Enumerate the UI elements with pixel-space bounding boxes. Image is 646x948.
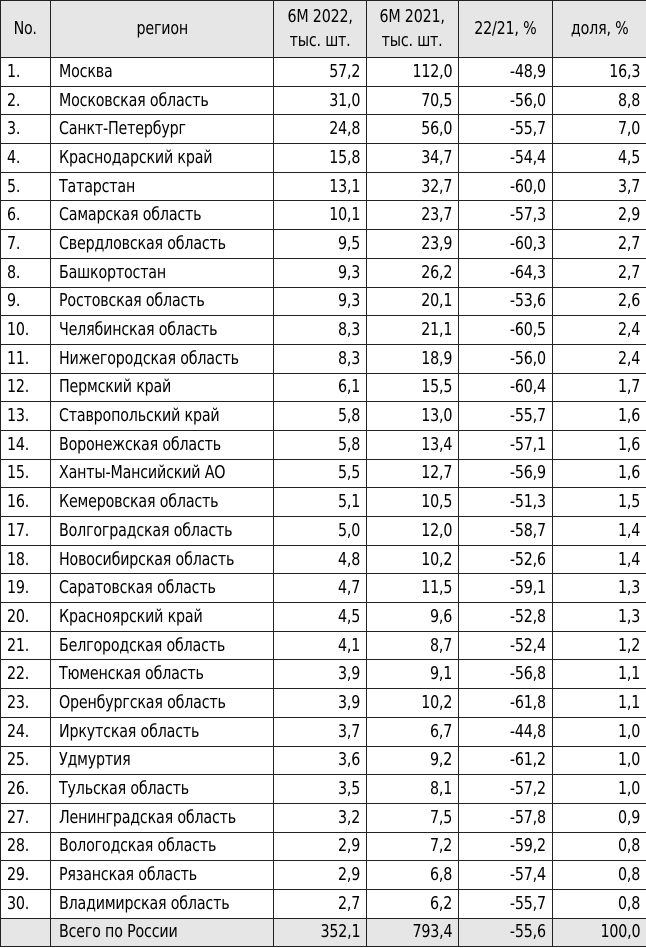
change-percent: -57,2 <box>459 775 553 804</box>
value-6m-2021: 112,0 <box>367 58 459 87</box>
table-row <box>1 373 646 402</box>
change-percent: -56,8 <box>459 660 553 689</box>
value-6m-2021: 7,2 <box>367 832 459 861</box>
row-number: 30. <box>1 889 51 918</box>
change-percent: -57,4 <box>459 861 553 890</box>
row-number: 19. <box>1 574 51 603</box>
change-percent: -52,4 <box>459 631 553 660</box>
table-row <box>1 316 646 345</box>
value-6m-2022: 5,0 <box>274 517 367 546</box>
value-6m-2021: 70,5 <box>367 86 459 115</box>
table-row <box>1 775 646 804</box>
share-percent: 0,8 <box>553 889 646 918</box>
share-percent: 1,6 <box>553 459 646 488</box>
value-6m-2022: 15,8 <box>274 144 367 173</box>
value-6m-2022: 8,3 <box>274 316 367 345</box>
region-name: Самарская область <box>51 201 274 230</box>
share-percent: 0,8 <box>553 832 646 861</box>
table-row <box>1 832 646 861</box>
region-name: Челябинская область <box>51 316 274 345</box>
share-percent: 0,9 <box>553 803 646 832</box>
header-6m-2022-line2: тыс. шт. <box>289 30 351 51</box>
share-percent: 1,0 <box>553 717 646 746</box>
row-number: 12. <box>1 373 51 402</box>
table-row <box>1 517 646 546</box>
share-percent: 1,0 <box>553 775 646 804</box>
value-6m-2022: 13,1 <box>274 172 367 201</box>
value-6m-2021: 8,1 <box>367 775 459 804</box>
value-6m-2022: 2,9 <box>274 832 367 861</box>
table-row <box>1 803 646 832</box>
value-6m-2022: 5,8 <box>274 430 367 459</box>
value-6m-2021: 15,5 <box>367 373 459 402</box>
value-6m-2021: 32,7 <box>367 172 459 201</box>
table-row <box>1 344 646 373</box>
value-6m-2021: 21,1 <box>367 316 459 345</box>
share-percent: 2,7 <box>553 258 646 287</box>
share-percent: 1,2 <box>553 631 646 660</box>
region-name: Ростовская область <box>51 287 274 316</box>
region-name: Татарстан <box>51 172 274 201</box>
change-percent: -53,6 <box>459 287 553 316</box>
row-number <box>1 918 51 947</box>
row-number: 7. <box>1 230 51 259</box>
region-name: Саратовская область <box>51 574 274 603</box>
share-percent: 3,7 <box>553 172 646 201</box>
row-number: 21. <box>1 631 51 660</box>
region-name: Оренбургская область <box>51 689 274 718</box>
share-percent: 2,6 <box>553 287 646 316</box>
row-number: 8. <box>1 258 51 287</box>
value-6m-2022: 4,1 <box>274 631 367 660</box>
row-number: 24. <box>1 717 51 746</box>
share-percent: 1,6 <box>553 402 646 431</box>
value-6m-2021: 6,8 <box>367 861 459 890</box>
share-percent: 1,3 <box>553 603 646 632</box>
share-percent: 2,4 <box>553 316 646 345</box>
region-name: Рязанская область <box>51 861 274 890</box>
table-row <box>1 459 646 488</box>
region-name: Санкт-Петербург <box>51 115 274 144</box>
value-6m-2022: 24,8 <box>274 115 367 144</box>
table-row <box>1 689 646 718</box>
table-body <box>1 58 646 947</box>
share-percent: 1,1 <box>553 660 646 689</box>
table-header <box>1 1 646 58</box>
share-percent: 1,4 <box>553 517 646 546</box>
row-number: 18. <box>1 545 51 574</box>
region-name: Краснодарский край <box>51 144 274 173</box>
value-6m-2021: 12,7 <box>367 459 459 488</box>
value-6m-2022: 3,6 <box>274 746 367 775</box>
table-row <box>1 746 646 775</box>
value-6m-2022: 4,8 <box>274 545 367 574</box>
share-percent: 2,9 <box>553 201 646 230</box>
region-name: Пермский край <box>51 373 274 402</box>
region-name: Москва <box>51 58 274 87</box>
row-number: 4. <box>1 144 51 173</box>
row-number: 22. <box>1 660 51 689</box>
region-name: Ленинградская область <box>51 803 274 832</box>
value-6m-2021: 7,5 <box>367 803 459 832</box>
region-name: Башкортостан <box>51 258 274 287</box>
value-6m-2022: 5,5 <box>274 459 367 488</box>
change-percent: -55,7 <box>459 115 553 144</box>
value-6m-2021: 6,7 <box>367 717 459 746</box>
table-row <box>1 603 646 632</box>
value-6m-2022: 57,2 <box>274 58 367 87</box>
region-name: Тульская область <box>51 775 274 804</box>
value-6m-2022: 6,1 <box>274 373 367 402</box>
region-name: Владимирская область <box>51 889 274 918</box>
value-6m-2022: 3,9 <box>274 660 367 689</box>
total-row <box>1 918 646 947</box>
region-name: Волгоградская область <box>51 517 274 546</box>
value-6m-2021: 18,9 <box>367 344 459 373</box>
share-percent: 1,0 <box>553 746 646 775</box>
header-row <box>1 1 646 58</box>
value-6m-2021: 34,7 <box>367 144 459 173</box>
change-percent: -56,9 <box>459 459 553 488</box>
value-6m-2021: 10,2 <box>367 545 459 574</box>
share-percent: 8,8 <box>553 86 646 115</box>
value-6m-2021: 10,2 <box>367 689 459 718</box>
header-6m-2021-line2: тыс. шт. <box>382 30 443 51</box>
share-percent: 2,7 <box>553 230 646 259</box>
value-6m-2022: 2,9 <box>274 861 367 890</box>
header-no: No. <box>1 1 51 58</box>
region-name: Удмуртия <box>51 746 274 775</box>
row-number: 25. <box>1 746 51 775</box>
change-percent: -59,1 <box>459 574 553 603</box>
table-row <box>1 230 646 259</box>
share-percent: 7,0 <box>553 115 646 144</box>
table-row <box>1 660 646 689</box>
value-6m-2022: 5,1 <box>274 488 367 517</box>
value-6m-2021: 26,2 <box>367 258 459 287</box>
change-percent: -55,7 <box>459 889 553 918</box>
change-percent: -55,6 <box>459 918 553 947</box>
table-row <box>1 58 646 87</box>
change-percent: -60,5 <box>459 316 553 345</box>
table-row <box>1 717 646 746</box>
row-number: 9. <box>1 287 51 316</box>
region-name: Тюменская область <box>51 660 274 689</box>
table-row <box>1 889 646 918</box>
row-number: 29. <box>1 861 51 890</box>
region-name: Вологодская область <box>51 832 274 861</box>
row-number: 14. <box>1 430 51 459</box>
change-percent: -60,3 <box>459 230 553 259</box>
change-percent: -48,9 <box>459 58 553 87</box>
table-row <box>1 574 646 603</box>
value-6m-2022: 3,7 <box>274 717 367 746</box>
share-percent: 1,3 <box>553 574 646 603</box>
value-6m-2021: 793,4 <box>367 918 459 947</box>
value-6m-2021: 10,5 <box>367 488 459 517</box>
row-number: 17. <box>1 517 51 546</box>
value-6m-2021: 12,0 <box>367 517 459 546</box>
table-row <box>1 201 646 230</box>
change-percent: -57,1 <box>459 430 553 459</box>
value-6m-2021: 20,1 <box>367 287 459 316</box>
table-row <box>1 861 646 890</box>
row-number: 20. <box>1 603 51 632</box>
value-6m-2021: 6,2 <box>367 889 459 918</box>
share-percent: 100,0 <box>553 918 646 947</box>
table-row <box>1 402 646 431</box>
share-percent: 0,8 <box>553 861 646 890</box>
value-6m-2022: 5,8 <box>274 402 367 431</box>
change-percent: -64,3 <box>459 258 553 287</box>
region-name: Московская область <box>51 86 274 115</box>
change-percent: -60,0 <box>459 172 553 201</box>
change-percent: -56,0 <box>459 86 553 115</box>
share-percent: 1,4 <box>553 545 646 574</box>
share-percent: 2,4 <box>553 344 646 373</box>
region-name: Кемеровская область <box>51 488 274 517</box>
change-percent: -60,4 <box>459 373 553 402</box>
row-number: 16. <box>1 488 51 517</box>
change-percent: -51,3 <box>459 488 553 517</box>
header-6m-2021-line1: 6M 2021, <box>379 6 446 27</box>
value-6m-2022: 3,5 <box>274 775 367 804</box>
value-6m-2021: 56,0 <box>367 115 459 144</box>
change-percent: -56,0 <box>459 344 553 373</box>
value-6m-2021: 13,0 <box>367 402 459 431</box>
table-row <box>1 172 646 201</box>
value-6m-2022: 9,5 <box>274 230 367 259</box>
header-6m-2021 <box>367 1 459 58</box>
value-6m-2022: 31,0 <box>274 86 367 115</box>
row-number: 2. <box>1 86 51 115</box>
header-change: 22/21, % <box>459 1 553 58</box>
table-row <box>1 258 646 287</box>
value-6m-2021: 9,6 <box>367 603 459 632</box>
region-name: Свердловская область <box>51 230 274 259</box>
change-percent: -61,2 <box>459 746 553 775</box>
header-6m-2022 <box>274 1 367 58</box>
change-percent: -52,6 <box>459 545 553 574</box>
header-share: доля, % <box>553 1 646 58</box>
share-percent: 1,7 <box>553 373 646 402</box>
table-row <box>1 287 646 316</box>
row-number: 1. <box>1 58 51 87</box>
value-6m-2021: 8,7 <box>367 631 459 660</box>
value-6m-2022: 2,7 <box>274 889 367 918</box>
header-region: регион <box>51 1 274 58</box>
value-6m-2022: 9,3 <box>274 287 367 316</box>
share-percent: 16,3 <box>553 58 646 87</box>
region-name: Иркутская область <box>51 717 274 746</box>
value-6m-2021: 9,2 <box>367 746 459 775</box>
region-name: Ставропольский край <box>51 402 274 431</box>
header-6m-2022-line1: 6M 2022, <box>287 6 353 27</box>
row-number: 13. <box>1 402 51 431</box>
row-number: 15. <box>1 459 51 488</box>
row-number: 23. <box>1 689 51 718</box>
value-6m-2021: 23,7 <box>367 201 459 230</box>
value-6m-2022: 3,9 <box>274 689 367 718</box>
change-percent: -57,8 <box>459 803 553 832</box>
row-number: 6. <box>1 201 51 230</box>
share-percent: 1,1 <box>553 689 646 718</box>
change-percent: -55,7 <box>459 402 553 431</box>
row-number: 3. <box>1 115 51 144</box>
region-name: Воронежская область <box>51 430 274 459</box>
change-percent: -59,2 <box>459 832 553 861</box>
value-6m-2021: 9,1 <box>367 660 459 689</box>
table-row <box>1 430 646 459</box>
share-percent: 1,5 <box>553 488 646 517</box>
change-percent: -61,8 <box>459 689 553 718</box>
value-6m-2022: 8,3 <box>274 344 367 373</box>
change-percent: -44,8 <box>459 717 553 746</box>
table-row <box>1 545 646 574</box>
value-6m-2022: 4,5 <box>274 603 367 632</box>
value-6m-2022: 10,1 <box>274 201 367 230</box>
table-row <box>1 144 646 173</box>
change-percent: -54,4 <box>459 144 553 173</box>
value-6m-2021: 13,4 <box>367 430 459 459</box>
share-percent: 1,6 <box>553 430 646 459</box>
table-row <box>1 86 646 115</box>
region-name: Ханты-Мансийский АО <box>51 459 274 488</box>
value-6m-2022: 352,1 <box>274 918 367 947</box>
row-number: 27. <box>1 803 51 832</box>
table-row <box>1 115 646 144</box>
row-number: 26. <box>1 775 51 804</box>
region-name: Красноярский край <box>51 603 274 632</box>
row-number: 11. <box>1 344 51 373</box>
change-percent: -52,8 <box>459 603 553 632</box>
value-6m-2021: 23,9 <box>367 230 459 259</box>
row-number: 5. <box>1 172 51 201</box>
region-name: Новосибирская область <box>51 545 274 574</box>
value-6m-2022: 9,3 <box>274 258 367 287</box>
value-6m-2022: 3,2 <box>274 803 367 832</box>
share-percent: 4,5 <box>553 144 646 173</box>
value-6m-2022: 4,7 <box>274 574 367 603</box>
region-name: Нижегородская область <box>51 344 274 373</box>
region-name: Всего по России <box>51 918 274 947</box>
change-percent: -57,3 <box>459 201 553 230</box>
change-percent: -58,7 <box>459 517 553 546</box>
table-row <box>1 631 646 660</box>
value-6m-2021: 11,5 <box>367 574 459 603</box>
row-number: 10. <box>1 316 51 345</box>
row-number: 28. <box>1 832 51 861</box>
region-name: Белгородская область <box>51 631 274 660</box>
table-row <box>1 488 646 517</box>
